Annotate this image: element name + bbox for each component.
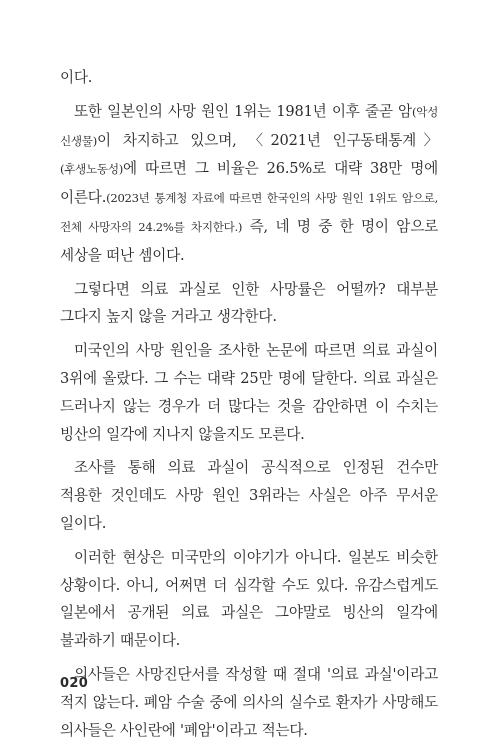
paragraph-text: 에 따르면 그 비율은 26.5%로 대략 38만 명에 이른다. [60,160,438,207]
inline-note: (후생노동성) [60,162,123,177]
paragraph-text: 미국인의 사망 원인을 조사한 논문에 따르면 의료 과실이 3위에 올랐다. 그 수는 대략 25만 명에 달한다. 의료 과실은 드러나지 않는 경우가 더 많다는 것을 감안하면 이 수치는 빙산의 일각에 지나지 않을지도 모른다. [60,342,438,443]
paragraph-official-cases [60,454,438,537]
paragraph-medical-error-question [60,276,438,332]
paragraph-text: 이러한 현상은 미국만의 이야기가 아니다. 일본도 비슷한 상황이다. 아니, 어쩌면 더 심각할 수도 있다. 유감스럽게도 일본에서 공개된 의료 과실은 그야말로 빙산의 일각에 불과하기 때문이다. [60,548,438,650]
body-text [60,64,438,750]
paragraph-text: 이 차지하고 있으며, 〈2021년 인구동태통계〉 [96,131,438,149]
paragraph-us-study [60,337,438,448]
paragraph-text: 그렇다면 의료 과실로 인한 사망률은 어떨까? 대부분 그다지 높지 않을 거라고 생각한다. [60,280,438,326]
paragraph-text: 또한 일본인의 사망 원인 1위는 1981년 이후 줄곧 암 [74,102,412,120]
paragraph-japan-situation [60,544,438,655]
paragraph-text: 의사들은 사망진단서를 작성할 때 절대 '의료 과실'이라고 적지 않는다. 폐암 수술 중에 의사의 실수로 환자가 사망해도 의사들은 사인란에 '폐암'이라고 적는다. [60,665,438,739]
paragraph-text: 조사를 통해 의료 과실이 공식적으로 인정된 건수만 적용한 것인데도 사망 원인 3위라는 사실은 아주 무서운 일이다. [60,459,438,532]
paragraph-death-certificate [60,661,438,744]
inline-note: (2023년 통계청 자료에 따르면 한국인의 사망 원인 1위도 암으로, 전체 사망자의 24.2%를 차지한다.) [60,191,438,234]
paragraph-continuation [60,64,438,92]
paragraph-text: 이다. [60,69,93,86]
inline-note: (악성 신생물) [60,104,438,148]
paragraph-cancer-statistics [60,98,438,270]
page-number: 020 [60,676,89,691]
paragraph-text: 즉, 네 명 중 한 명이 암으로 세상을 떠난 셈이다. [60,217,438,264]
